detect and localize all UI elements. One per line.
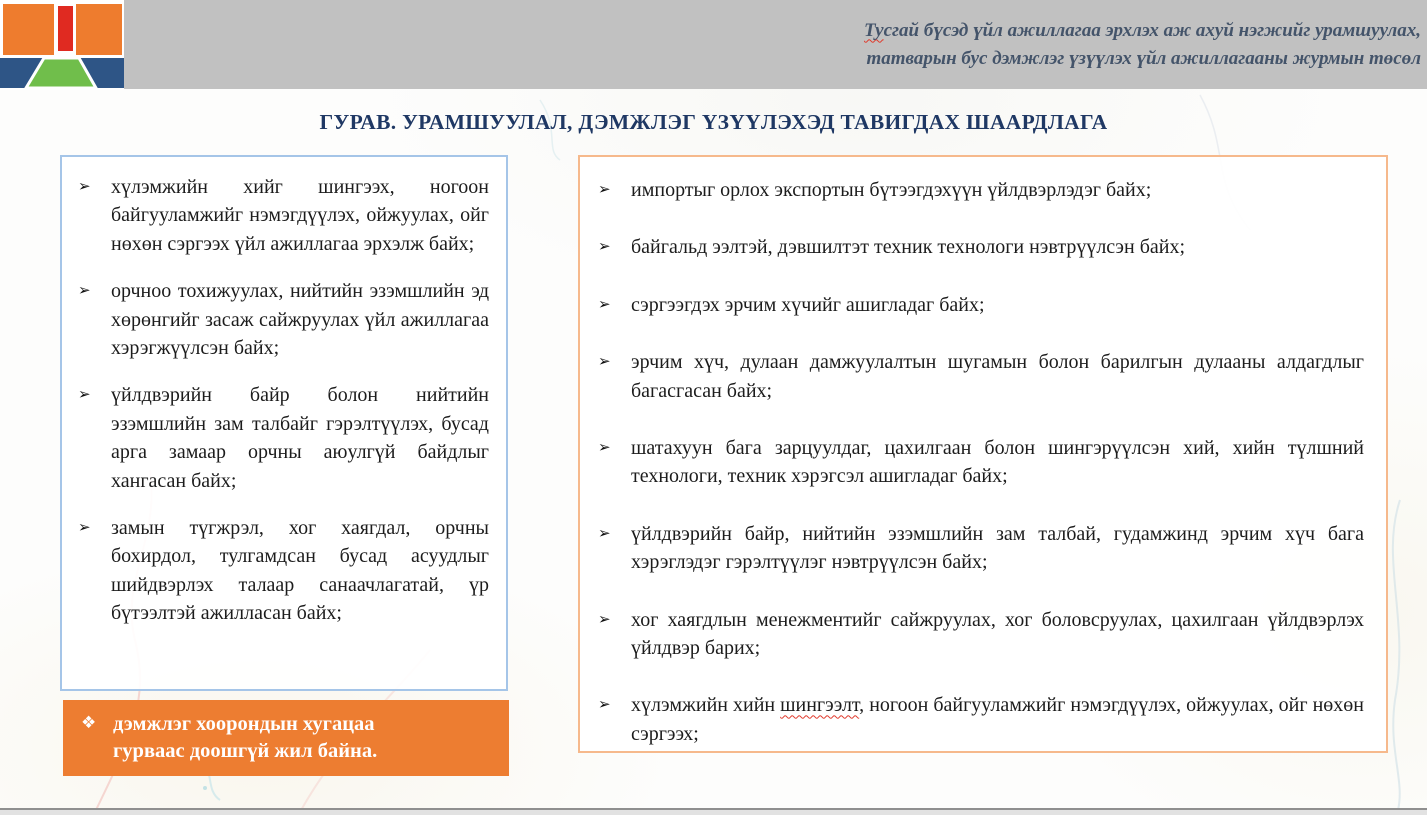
bullet-arrow-icon: ➢ <box>598 180 611 198</box>
list-item <box>77 514 489 628</box>
list-item-text: хог хаягдлын менежментийг сайжруулах, хог боловсруулах, цахилгаан үйлдвэрлэх үйлдвэр барих; <box>631 608 1364 659</box>
page-title: ГУРАВ. УРАМШУУЛАЛ, ДЭМЖЛЭГ ҮЗҮҮЛЭХЭД ТАВИГДАХ ШААРДЛАГА <box>319 110 1108 134</box>
spellcheck-underline: шингээлт <box>780 694 860 717</box>
list-item-text: хүлэмжийн хийн шингээлт, ногоон байгууламжийг нэмэгдүүлэх, ойжуулах, ойг нөхөн сэргээх; <box>631 694 1364 745</box>
list-item <box>597 691 1364 748</box>
list-item <box>597 233 1364 261</box>
list-item-text: байгальд ээлтэй, дэвшилтэт техник технологи нэвтрүүлсэн байх; <box>631 236 1186 259</box>
list-item <box>77 277 489 362</box>
bullet-arrow-icon: ➢ <box>598 437 611 456</box>
list-item <box>597 176 1364 204</box>
diamond-bullet-icon: ❖ <box>81 713 97 733</box>
left-requirements-panel <box>60 155 508 691</box>
bullet-arrow-icon: ➢ <box>598 352 611 371</box>
header-subtitle-line1: Тусгай бүсэд үйл ажиллагаа эрхлэх аж ахуй нэгжийг урамшуулах, <box>864 19 1421 41</box>
bullet-arrow-icon: ➢ <box>78 517 91 536</box>
list-item-text: замын түгжрэл, хог хаягдал, орчны бохирдол, тулгамдсан бусад асуудлыг шийдвэрлэх талаар санаачлагатай, үр бүтээлтэй ажилласан байх; <box>111 516 489 625</box>
bullet-arrow-icon: ➢ <box>78 177 91 195</box>
bullet-arrow-icon: ➢ <box>598 609 611 628</box>
bullet-arrow-icon: ➢ <box>598 294 611 313</box>
duration-highlight-box <box>63 700 509 776</box>
list-item <box>597 434 1364 491</box>
header-subtitle-line2: татварын бус дэмжлэг үзүүлэх үйл ажиллагааны журмын төсөл <box>866 47 1421 69</box>
bullet-arrow-icon: ➢ <box>598 237 611 256</box>
list-item <box>77 173 489 258</box>
bullet-arrow-icon: ➢ <box>598 695 611 714</box>
left-requirements-list <box>77 173 489 627</box>
list-item-text: сэргээгдэх эрчим хүчийг ашигладаг байх; <box>631 293 985 316</box>
duration-highlight-content <box>81 711 495 766</box>
list-item <box>77 381 489 495</box>
right-requirements-list <box>597 176 1364 748</box>
bullet-arrow-icon: ➢ <box>78 385 91 404</box>
bottom-edge-strip <box>0 808 1427 815</box>
spellcheck-underline: Ту <box>864 19 884 41</box>
list-item-text: эрчим хүч, дулаан дамжуулалтын шугамын болон барилгын дулааны алдагдлыг багасгасан байх; <box>631 351 1364 402</box>
list-item-text: орчноо тохижуулах, нийтийн эзэмшлийн эд хөрөнгийг засаж сайжруулах үйл ажиллагаа хэрэгжүүлсэн байх; <box>111 280 489 359</box>
list-item <box>597 520 1364 577</box>
bullet-arrow-icon: ➢ <box>598 523 611 542</box>
list-item <box>597 606 1364 663</box>
header-banner <box>124 0 1427 89</box>
bullet-arrow-icon: ➢ <box>78 281 91 300</box>
list-item-text: хүлэмжийн хийг шингээх, ногоон байгууламжийг нэмэгдүүлэх, ойжуулах, ойг нөхөн сэргээх үйл ажиллагаа эрхэлж байх; <box>111 176 489 255</box>
list-item-text: үйлдвэрийн байр болон нийтийн эзэмшлийн зам талбайг гэрэлтүүлэх, бусад арга замаар орчны аюулгүй байдлыг хангасан байх; <box>111 384 489 492</box>
list-item-text: импортыг орлох экспортын бүтээгдэхүүн үйлдвэрлэдэг байх; <box>631 179 1152 201</box>
list-item <box>597 291 1364 319</box>
list-item-text: шатахуун бага зарцуулдаг, цахилгаан болон шингэрүүлсэн хий, хийн түлшний технологи, техник хэрэгсэл ашигладаг байх; <box>631 436 1364 488</box>
list-item <box>597 348 1364 405</box>
right-requirements-panel <box>578 155 1388 753</box>
logo <box>0 0 124 90</box>
list-item-text: үйлдвэрийн байр, нийтийн эзэмшлийн зам талбай, гудамжинд эрчим хүч бага хэрэглэдэг гэрэлтүүлэг нэвтрүүлсэн байх; <box>631 522 1364 574</box>
duration-highlight-text: дэмжлэг хоорондын хугацаа гурваас доошгүй жил байна. <box>113 713 378 763</box>
organization-emblem-icon <box>0 2 124 89</box>
